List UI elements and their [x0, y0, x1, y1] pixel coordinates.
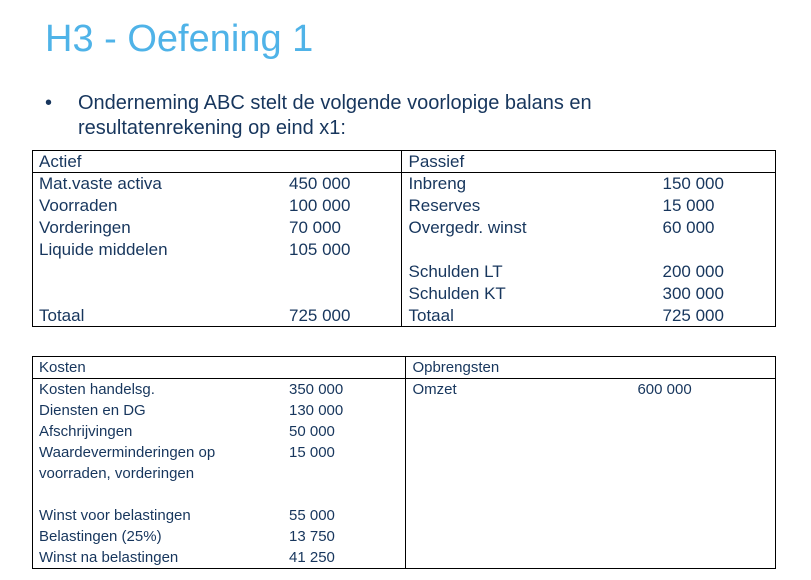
passief-total-label: Totaal	[408, 306, 454, 325]
winst-value: 41 250	[289, 549, 335, 566]
actief-label: Liquide middelen	[39, 240, 168, 259]
actief-total-label: Totaal	[39, 306, 85, 325]
opbrengsten-header-cell	[406, 357, 776, 379]
passief-cell	[402, 173, 776, 327]
actief-header-cell	[33, 151, 402, 173]
passief-header: Passief	[408, 152, 465, 171]
winst-value: 55 000	[289, 507, 335, 524]
passief-total-value: 725 000	[662, 306, 724, 325]
passief-value: 300 000	[662, 284, 724, 303]
winst-label: Winst voor belastingen	[39, 507, 191, 524]
winst-label: Belastingen (25%)	[39, 528, 162, 545]
actief-value: 105 000	[289, 240, 351, 259]
opbrengsten-label: Omzet	[412, 381, 457, 398]
bullet-icon: •	[45, 92, 53, 114]
kosten-cell	[33, 379, 406, 569]
income-statement-table	[32, 356, 776, 569]
kosten-value: 15 000	[289, 444, 335, 461]
intro-line-1: Onderneming ABC stelt de volgende voorlopige balans en	[78, 92, 592, 114]
kosten-label: Kosten handelsg.	[39, 381, 155, 398]
kosten-label: Diensten en DG	[39, 402, 146, 419]
kosten-header-cell	[33, 357, 406, 379]
passief-label: Inbreng	[408, 174, 467, 193]
passief-label: Reserves	[408, 196, 481, 215]
actief-cell	[33, 173, 402, 327]
kosten-label: voorraden, vorderingen	[39, 465, 195, 482]
passief-value: 60 000	[662, 218, 715, 237]
passief-header-cell	[402, 151, 776, 173]
passief-label: Schulden KT	[408, 284, 506, 303]
passief-label: Schulden LT	[408, 262, 503, 281]
opbrengsten-value: 600 000	[637, 381, 692, 398]
kosten-label: Afschrijvingen	[39, 423, 133, 440]
kosten-value: 350 000	[289, 381, 344, 398]
passief-value: 200 000	[662, 262, 724, 281]
actief-label: Mat.vaste activa	[39, 174, 162, 193]
opbrengsten-cell	[406, 379, 776, 569]
actief-value: 450 000	[289, 174, 351, 193]
actief-label: Vorderingen	[39, 218, 131, 237]
slide-title: H3 - Oefening 1	[45, 18, 314, 60]
actief-value: 70 000	[289, 218, 341, 237]
kosten-label: Waardeverminderingen op	[39, 444, 216, 461]
kosten-value: 130 000	[289, 402, 344, 419]
actief-value: 100 000	[289, 196, 351, 215]
opbrengsten-header: Opbrengsten	[412, 359, 500, 376]
passief-label: Overgedr. winst	[408, 218, 527, 237]
passief-value: 150 000	[662, 174, 724, 193]
balance-sheet-table	[32, 150, 776, 327]
kosten-value: 50 000	[289, 423, 335, 440]
kosten-header: Kosten	[39, 359, 86, 376]
intro-paragraph	[45, 91, 765, 141]
winst-value: 13 750	[289, 528, 335, 545]
actief-header: Actief	[39, 152, 82, 171]
winst-label: Winst na belastingen	[39, 549, 179, 566]
actief-label: Voorraden	[39, 196, 118, 215]
passief-value: 15 000	[662, 196, 715, 215]
actief-total-value: 725 000	[289, 306, 351, 325]
intro-line-2: resultatenrekening op eind x1:	[78, 117, 346, 139]
